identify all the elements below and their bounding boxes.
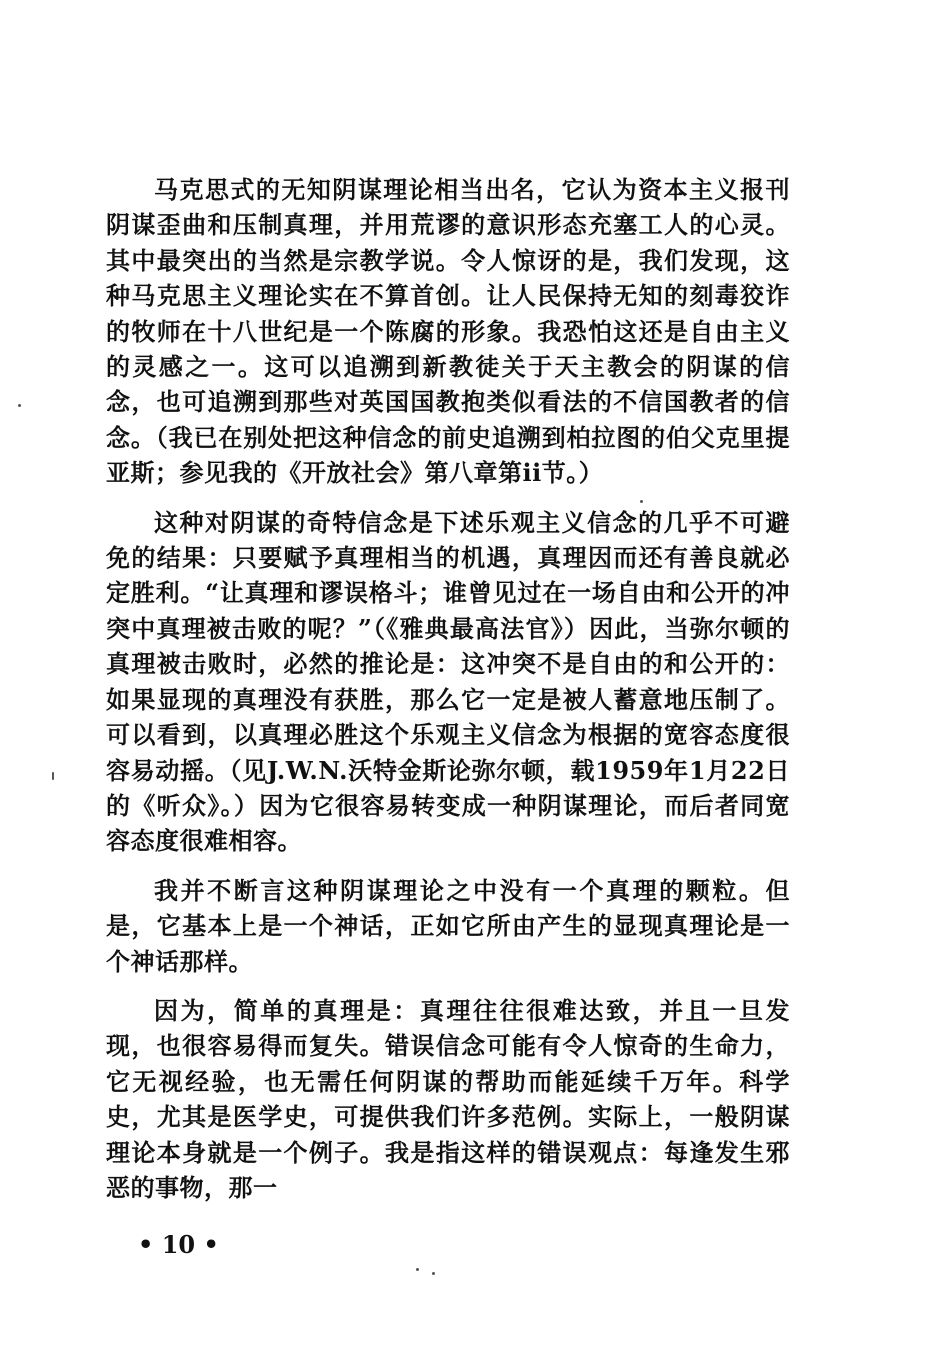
paragraph-1: 马克思式的无知阴谋理论相当出名，它认为资本主义报刊阴谋歪曲和压制真理，并用荒谬的意识形态充塞工人的心灵。其中最突出的当然是宗教学说。令人惊讶的是，我们发现，这种马克思主义理论实在不算首创。让人民保持无知的刻毒狡诈的牧师在十八世纪是一个陈腐的形象。我恐怕这还是自由主义的灵感之一。这可以追溯到新教徒关于天主教会的阴谋的信念，也可追溯到那些对英国国教抱类似看法的不信国教者的信念。（我已在别处把这种信念的前史追溯到柏拉图的伯父克里提亚斯；参见我的《开放社会》第八章第ii节。） xyxy=(106,175,790,488)
scan-speck xyxy=(52,772,54,780)
scan-speck xyxy=(432,1272,435,1275)
paragraph-2: 这种对阴谋的奇特信念是下述乐观主义信念的几乎不可避免的结果：只要赋予真理相当的机遇，真理因而还有善良就必定胜利。“让真理和谬误格斗；谁曾见过在一场自由和公开的冲突中真理被击败的呢？”（《雅典最高法官》）因此，当弥尔顿的真理被击败时，必然的推论是：这冲突不是自由的和公开的：如果显现的真理没有获胜，那么它一定是被人蓄意地压制了。可以看到，以真理必胜这个乐观主义信念为根据的宽容态度很容易动摇。（见J.W.N.沃特金斯论弥尔顿，载1959年1月22日的《听众》。）因为它很容易转变成一种阴谋理论，而后者同宽容态度很难相容。 xyxy=(106,507,790,856)
paragraph-4: 因为，简单的真理是：真理往往很难达致，并且一旦发现，也很容易得而复失。错误信念可能有令人惊奇的生命力，它无视经验，也无需任何阴谋的帮助而能延续千万年。科学史，尤其是医学史，可提供我们许多范例。实际上，一般阴谋理论本身就是一个例子。我是指这样的错误观点：每逢发生邪恶的事物，那一 xyxy=(106,995,790,1202)
body-text xyxy=(106,172,790,1219)
paragraph-3: 我并不断言这种阴谋理论之中没有一个真理的颗粒。但是，它基本上是一个神话，正如它所由产生的显现真理论是一个神话那样。 xyxy=(106,875,790,976)
scan-speck xyxy=(416,1268,419,1271)
scan-speck xyxy=(18,404,21,407)
scan-speck xyxy=(640,500,643,503)
page-number: • 10 • xyxy=(138,1230,219,1259)
